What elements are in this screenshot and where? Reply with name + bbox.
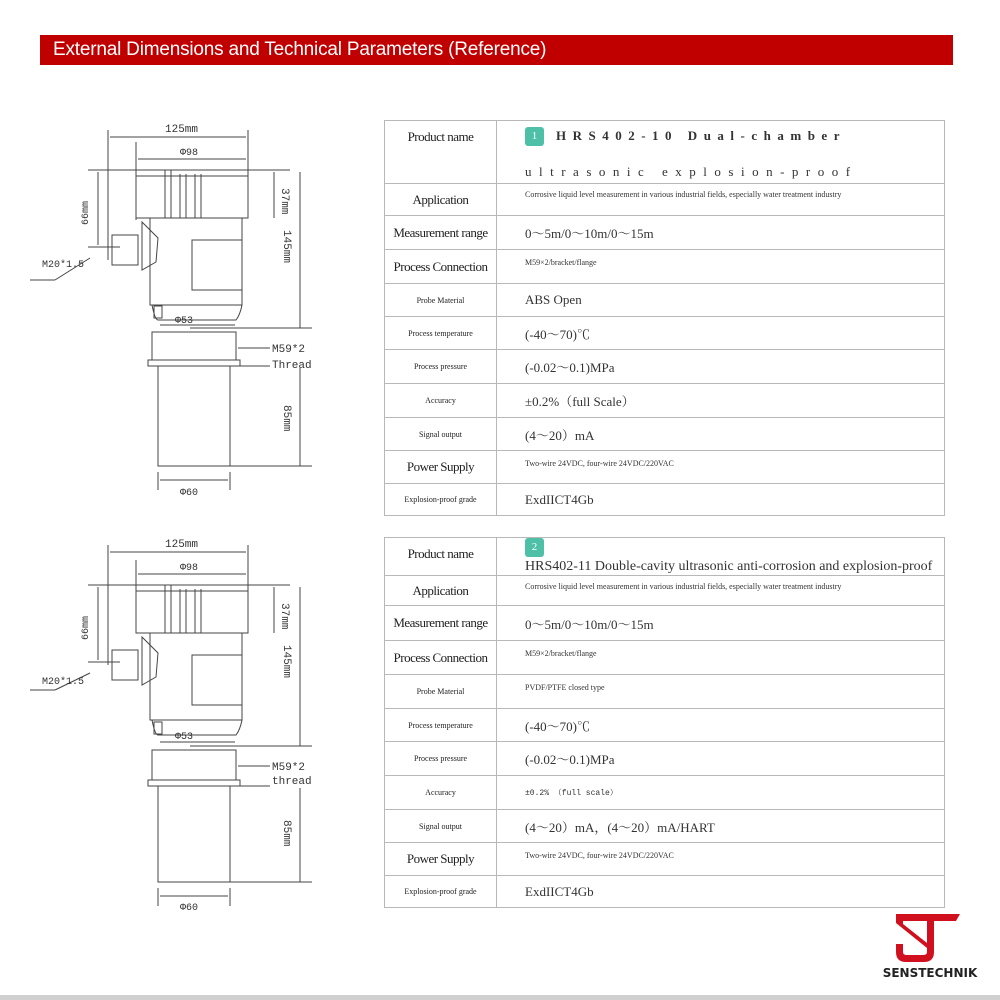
table-row (385, 484, 945, 516)
row-label: Power Supply (385, 451, 497, 484)
table-row (385, 675, 945, 709)
table-row (385, 250, 945, 284)
dim-gland-offset-label: 66mm (81, 200, 92, 225)
row-label: Process Connection (385, 641, 497, 675)
dim-total-height-label: 145mm (280, 230, 292, 264)
table-row (385, 641, 945, 675)
table-row (385, 384, 945, 418)
row-label: Process pressure (385, 350, 497, 384)
row-label: Probe Material (385, 284, 497, 317)
dim-width-label: 125mm (165, 124, 199, 136)
row-value: ±0.2%（full Scale） (497, 384, 945, 418)
table-row (385, 876, 945, 908)
header-banner (40, 35, 953, 65)
row-label: Process pressure (385, 742, 497, 776)
table-row (385, 284, 945, 317)
row-value: 0～5m/0～10m/0～15m (497, 606, 945, 641)
company-logo (876, 908, 986, 988)
dim-neck-dia-label: Φ53 (175, 316, 194, 327)
table-row (385, 350, 945, 384)
row-label: Probe Material (385, 675, 497, 709)
row-label: Signal output (385, 810, 497, 843)
process-thread-label-2: Thread (272, 360, 312, 372)
dim-top-dia-label: Φ98 (180, 563, 199, 574)
senstechnik-logo-icon (876, 908, 986, 966)
row-value: (4～20）mA，(4～20）mA/HART (497, 810, 945, 843)
dim-probe-height-label: 85mm (280, 820, 292, 847)
row-value: M59×2/bracket/flange (497, 641, 945, 675)
row-label: Application (385, 576, 497, 606)
row-value: (4～20）mA (497, 418, 945, 451)
dimension-drawing-2 (30, 530, 330, 920)
row-value: Two-wire 24VDC, four-wire 24VDC/220VAC (497, 843, 945, 876)
process-thread-label: M59*2 (272, 344, 306, 356)
row-value: ABS Open (497, 284, 945, 317)
footer-bar (0, 995, 1000, 1000)
dim-top-dia-label: Φ98 (180, 148, 199, 159)
row-value: 0～5m/0～10m/0～15m (497, 216, 945, 250)
product-name: HRS402-11 Double-cavity ultrasonic anti-corrosion and explosion-proof (525, 559, 933, 574)
row-label: Explosion-proof grade (385, 876, 497, 908)
dim-probe-dia-label: Φ60 (180, 488, 199, 499)
gland-thread-label: M20*1.5 (42, 260, 85, 271)
row-label: Application (385, 184, 497, 216)
product-name-cell (497, 121, 945, 184)
row-value: (-40～70)℃ (497, 317, 945, 350)
row-label: Accuracy (385, 384, 497, 418)
row-label: Explosion-proof grade (385, 484, 497, 516)
row-value: Two-wire 24VDC, four-wire 24VDC/220VAC (497, 451, 945, 484)
dim-gland-offset-label: 66mm (81, 615, 92, 640)
spec-table-2 (384, 537, 945, 908)
row-value: (-0.02～0.1)MPa (497, 350, 945, 384)
table-row (385, 843, 945, 876)
row-label: Product name (385, 121, 497, 184)
table-row (385, 606, 945, 641)
row-label: Signal output (385, 418, 497, 451)
row-value: Corrosive liquid level measurement in various industrial fields, especially water treatment industry (497, 576, 945, 606)
dim-width-label: 125mm (165, 539, 199, 551)
table-row (385, 709, 945, 742)
product-number-badge: 2 (525, 538, 544, 557)
page-title: External Dimensions and Technical Parameters (Reference) (53, 39, 547, 60)
row-value: Corrosive liquid level measurement in various industrial fields, especially water treatment industry (497, 184, 945, 216)
row-label: Measurement range (385, 216, 497, 250)
process-thread-label: M59*2 (272, 762, 306, 774)
row-label: Process temperature (385, 317, 497, 350)
table-row (385, 418, 945, 451)
row-value: ±0.2% （full scale） (497, 776, 945, 810)
row-label: Process temperature (385, 709, 497, 742)
spec-table-1 (384, 120, 945, 516)
row-value: (-40～70)℃ (497, 709, 945, 742)
row-value: M59×2/bracket/flange (497, 250, 945, 284)
product-name-cell (497, 538, 945, 576)
gland-thread-label: M20*1.5 (42, 677, 85, 688)
product-name-line2: ultrasonic explosion-proof (525, 164, 858, 179)
row-value: ExdIICT4Gb (497, 484, 945, 516)
table-row (385, 810, 945, 843)
row-value: PVDF/PTFE closed type (497, 675, 945, 709)
dim-probe-dia-label: Φ60 (180, 903, 199, 914)
table-row (385, 216, 945, 250)
row-label: Product name (385, 538, 497, 576)
row-label: Process Connection (385, 250, 497, 284)
row-value: ExdIICT4Gb (497, 876, 945, 908)
dim-upper-height-label: 37mm (278, 603, 290, 630)
table-row (385, 451, 945, 484)
table-row (385, 776, 945, 810)
table-row (385, 317, 945, 350)
row-label: Power Supply (385, 843, 497, 876)
table-row (385, 538, 945, 576)
table-row (385, 576, 945, 606)
table-row (385, 742, 945, 776)
dim-neck-dia-label: Φ53 (175, 732, 194, 743)
dimension-drawing-1 (30, 110, 330, 500)
table-row (385, 121, 945, 184)
dim-upper-height-label: 37mm (278, 188, 290, 215)
table-row (385, 184, 945, 216)
product-number-badge: 1 (525, 127, 544, 146)
dim-probe-height-label: 85mm (280, 405, 292, 432)
dim-total-height-label: 145mm (280, 645, 292, 679)
row-label: Accuracy (385, 776, 497, 810)
product-name-line1: HRS402-10 Dual-chamber (556, 128, 846, 144)
process-thread-label-2: thread (272, 776, 312, 788)
logo-text: SENSTECHNIK (882, 966, 978, 980)
row-value: (-0.02～0.1)MPa (497, 742, 945, 776)
row-label: Measurement range (385, 606, 497, 641)
